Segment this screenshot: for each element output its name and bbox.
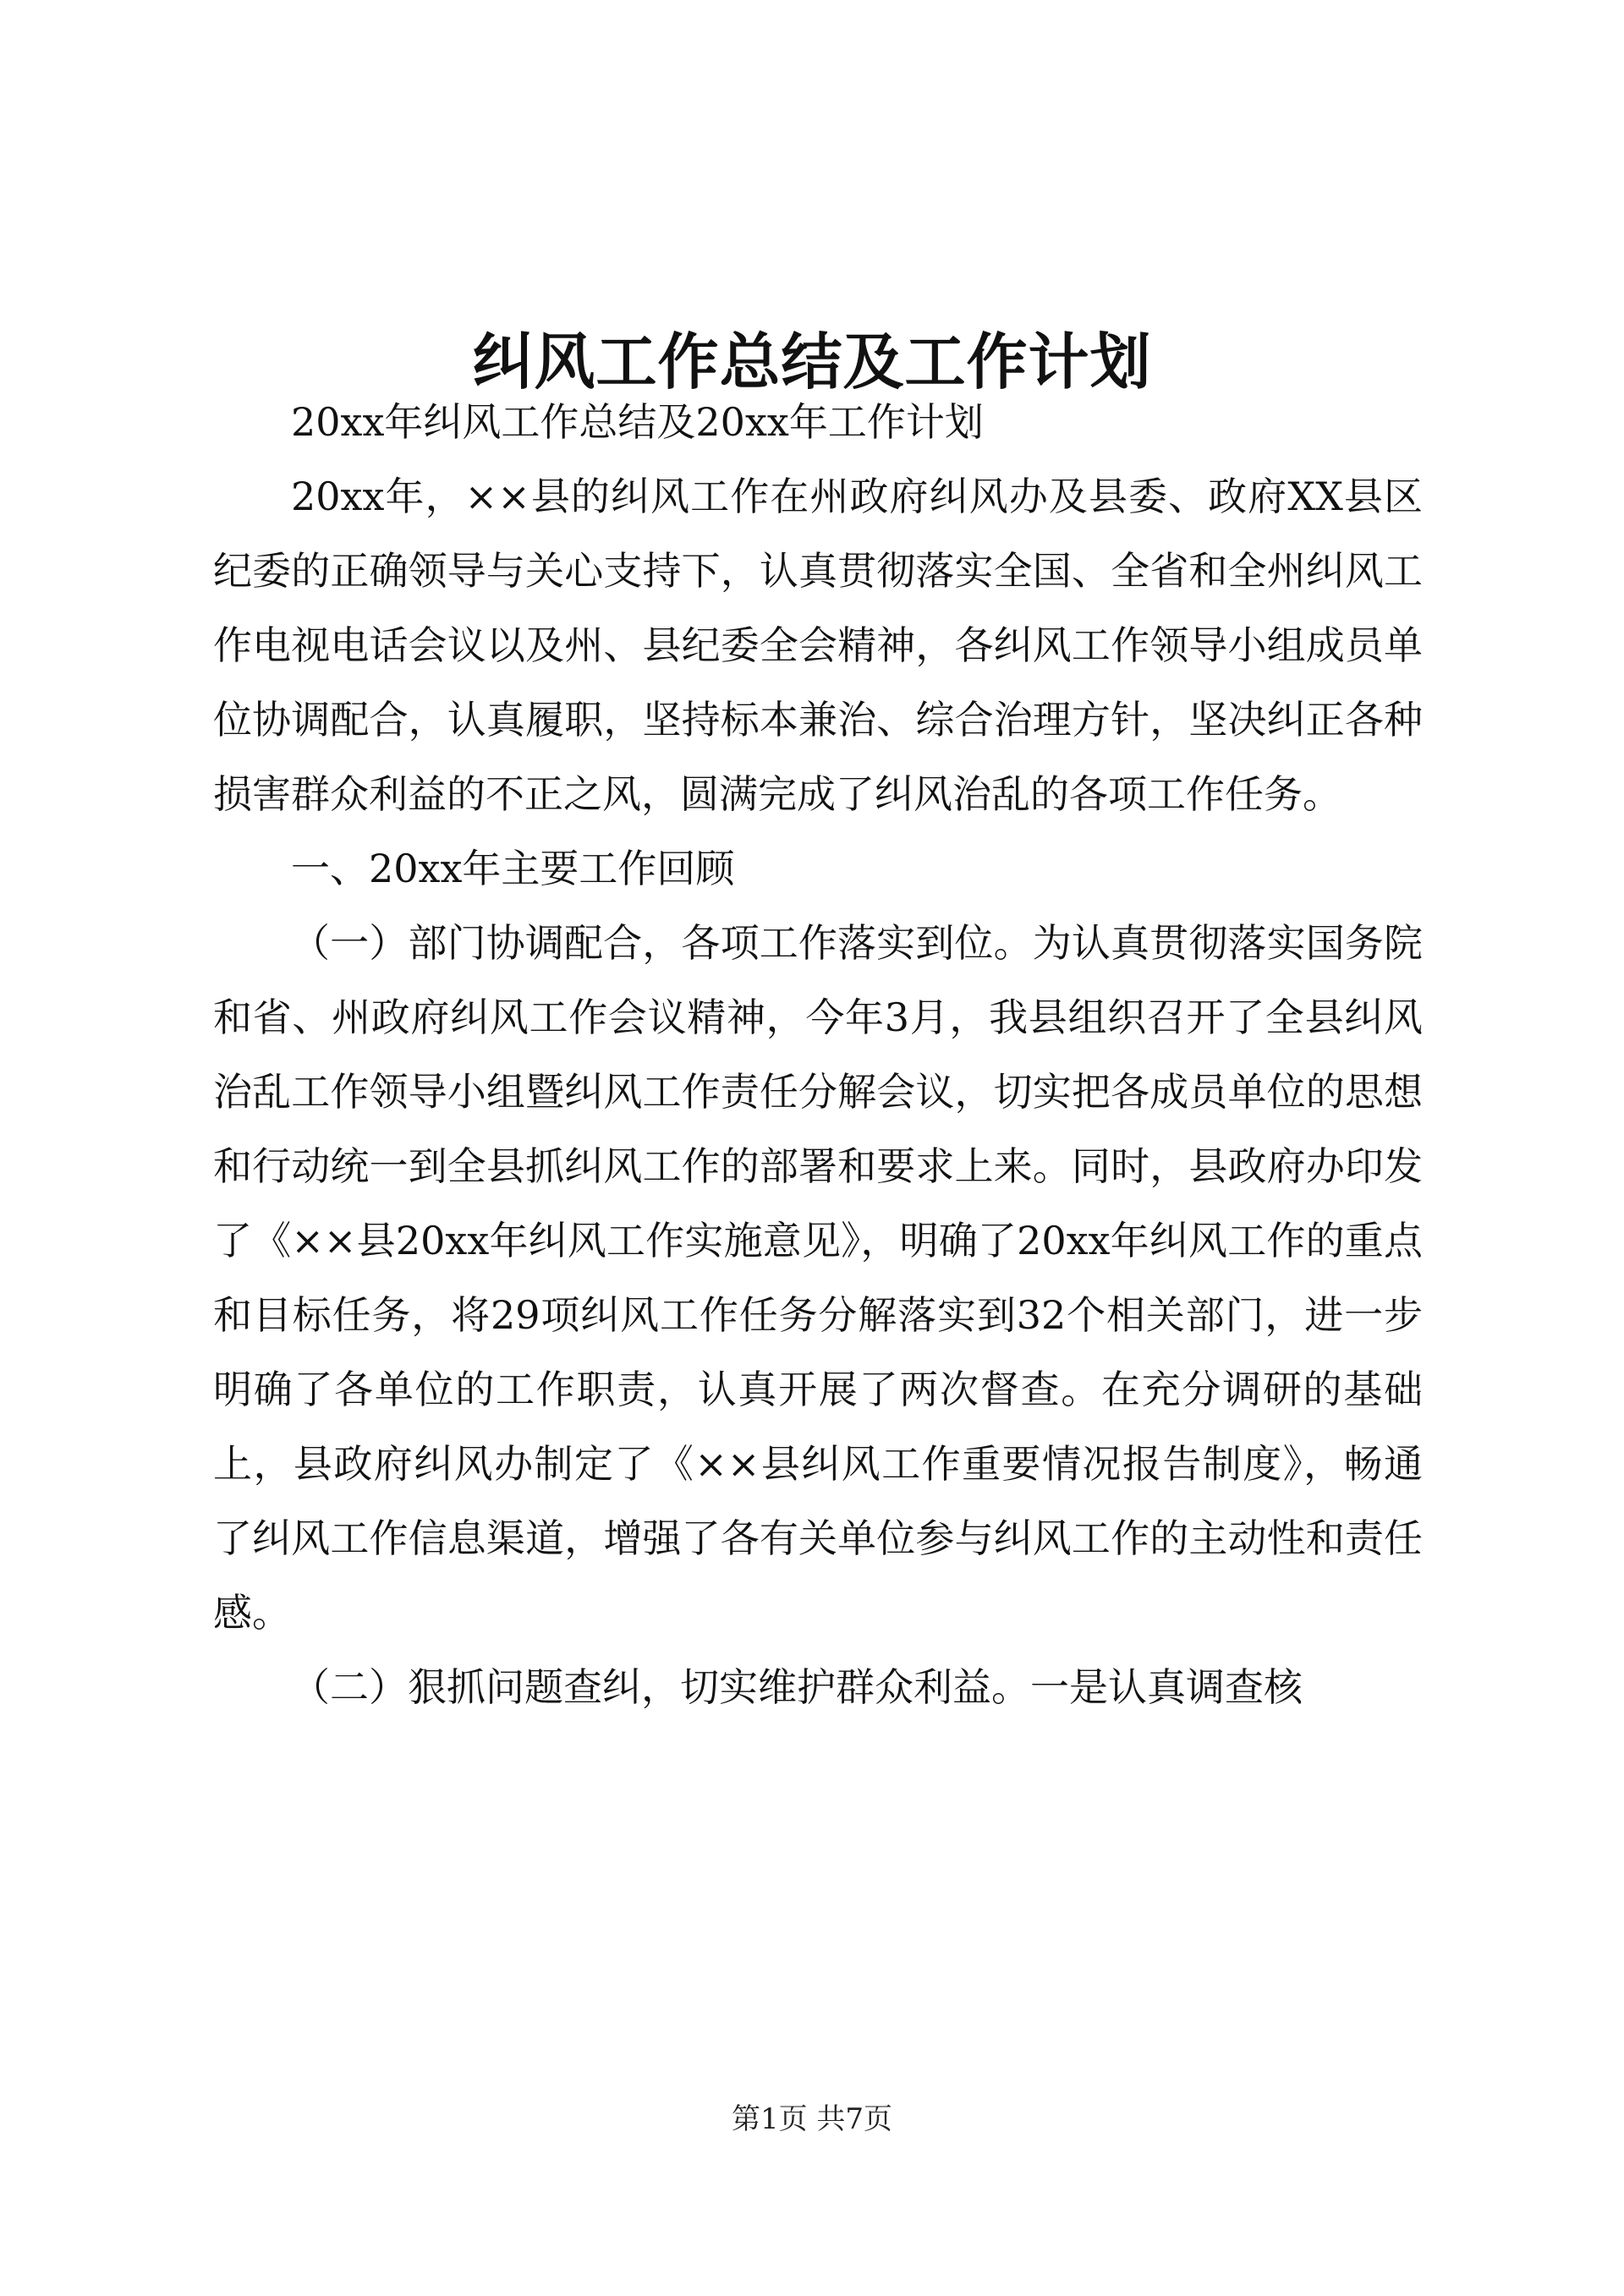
paragraph-intro: 20xx年，××县的纠风工作在州政府纠风办及县委、政府XX县区纪委的正确领导与关心支持下，认真贯彻落实全国、全省和全州纠风工作电视电话会议以及州、县纪委全会精神，各纠风工作领导小组成员单位协调配合，认真履职，坚持标本兼治、综合治理方针，坚决纠正各种损害群众利益的不正之风，圆满完成了纠风治乱的各项工作任务。 — [213, 474, 1423, 817]
document-body — [213, 385, 1423, 1724]
paragraph-section-heading: 一、20xx年主要工作回顾 — [291, 846, 735, 891]
paragraph-subtitle: 20xx年纠风工作总结及20xx年工作计划 — [291, 399, 984, 445]
document-title: 纠风工作总结及工作计划 — [472, 326, 1152, 398]
paragraph-item-one: （一）部门协调配合，各项工作落实到位。为认真贯彻落实国务院和省、州政府纠风工作会议精神，今年3月，我县组织召开了全县纠风治乱工作领导小组暨纠风工作责任分解会议，切实把各成员单位的思想和行动统一到全县抓纠风工作的部署和要求上来。同时，县政府办印发了《××县20xx年纠风工作实施意见》，明确了20xx年纠风工作的重点和目标任务，将29项纠风工作任务分解落实到32个相关部门，进一步明确了各单位的工作职责，认真开展了两次督查。在充分调研的基础上，县政府纠风办制定了《××县纠风工作重要情况报告制度》，畅通了纠风工作信息渠道，增强了各有关单位参与纠风工作的主动性和责任感。 — [213, 920, 1423, 1636]
paragraph-item-two: （二）狠抓问题查纠，切实维护群众利益。一是认真调查核 — [291, 1664, 1303, 1710]
page-number-footer: 第1页 共7页 — [731, 2102, 893, 2136]
